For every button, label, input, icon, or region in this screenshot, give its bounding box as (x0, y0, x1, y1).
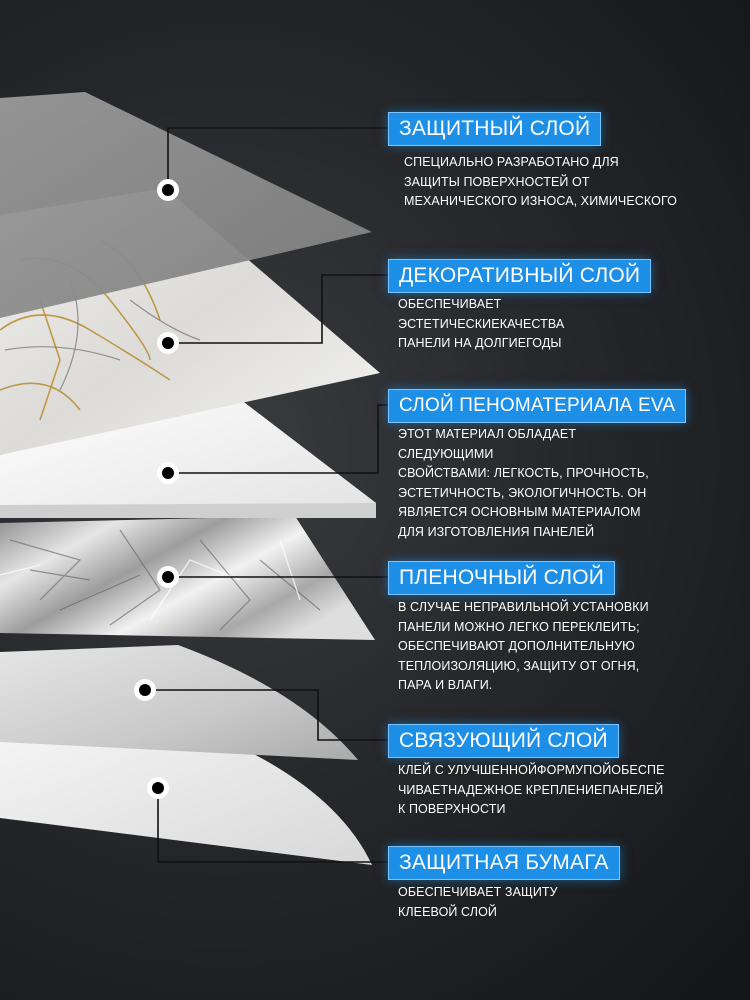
layer-description-binding: КЛЕЙ С УЛУЧШЕННОЙФОРМУПОЙОБЕСПЕ ЧИВАЕТНАДЕЖНОЕ КРЕПЛЕНИЕПАНЕЛЕЙ К ПОВЕРХНОСТИ (398, 763, 665, 816)
layer-title-protective: ЗАЩИТНЫЙ СЛОЙ (388, 112, 601, 146)
layer-description-decorative: ОБЕСПЕЧИВАЕТ ЭСТЕТИЧЕСКИЕКАЧЕСТВА ПАНЕЛИ НА ДОЛГИЕГОДЫ (398, 297, 565, 350)
layer-title-protective-paper: ЗАЩИТНАЯ БУМАГА (388, 846, 620, 880)
film-layer-sheet (0, 516, 375, 640)
layer-description-protective-paper: ОБЕСПЕЧИВАЕТ ЗАЩИТУ КЛЕЕВОЙ СЛОЙ (398, 885, 558, 919)
layer-title-binding: СВЯЗУЮЩИЙ СЛОЙ (388, 724, 619, 758)
layer-title-decorative: ДЕКОРАТИВНЫЙ СЛОЙ (388, 259, 651, 293)
layer-description-protective: СПЕЦИАЛЬНО РАЗРАБОТАНО ДЛЯ ЗАЩИТЫ ПОВЕРХНОСТЕЙ ОТ МЕХАНИЧЕСКОГО ИЗНОСА, ХИМИЧЕСКОГО (404, 155, 677, 208)
layer-description-eva-foam: ЭТОТ МАТЕРИАЛ ОБЛАДАЕТ СЛЕДУЮЩИМИ СВОЙСТВАМИ: ЛЕГКОСТЬ, ПРОЧНОСТЬ, ЭСТЕТИЧНОСТЬ, ЭКОЛОГИЧНОСТЬ. ОН ЯВЛЯЕТСЯ ОСНОВНЫМ МАТЕРИАЛОМ ДЛЯ ИЗГОТОВЛЕНИЯ ПАНЕЛЕЙ (398, 427, 649, 539)
layer-title-eva-foam: СЛОЙ ПЕНОМАТЕРИАЛА EVA (388, 389, 686, 423)
layer-title-film: ПЛЕНОЧНЫЙ СЛОЙ (388, 561, 615, 595)
layer-description-film: В СЛУЧАЕ НЕПРАВИЛЬНОЙ УСТАНОВКИ ПАНЕЛИ МОЖНО ЛЕГКО ПЕРЕКЛЕИТЬ; ОБЕСПЕЧИВАЮТ ДОПОЛНИТЕЛЬНУЮ ТЕПЛОИЗОЛЯЦИЮ, ЗАЩИТУ ОТ ОГНЯ, ПАРА И ВЛАГИ. (398, 600, 649, 692)
binding-layer-sheet (0, 645, 358, 760)
